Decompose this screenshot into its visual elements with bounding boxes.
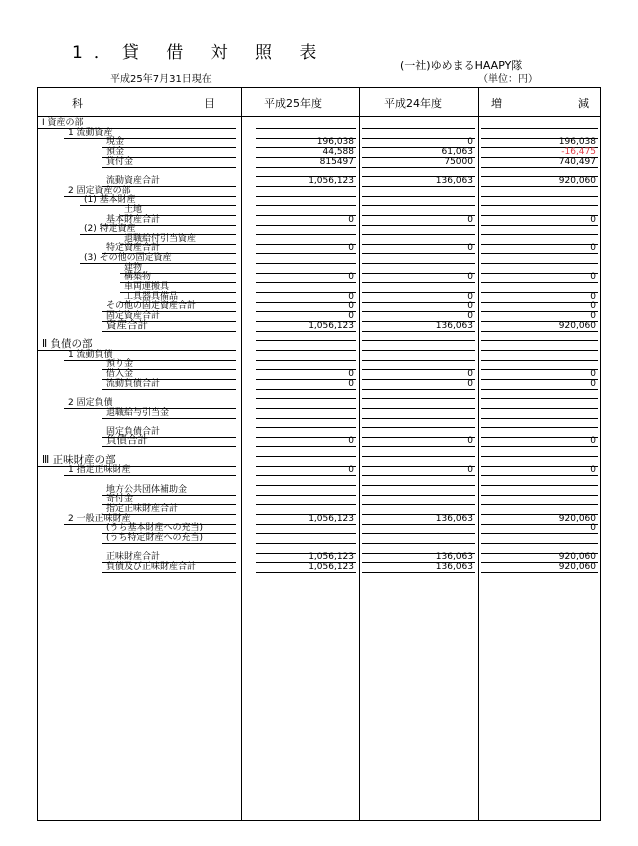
row-value-diff: 196,038 <box>558 137 596 148</box>
row-value-cur: 1,056,123 <box>308 513 354 524</box>
table-row <box>38 563 600 571</box>
row-label: 流動資産合計 <box>106 175 161 186</box>
row-label: (1) 基本財産 <box>84 195 136 206</box>
row-value-diff: 0 <box>590 272 596 283</box>
row-label: 預り金 <box>106 359 134 370</box>
row-value-diff: 0 <box>590 465 596 476</box>
table-row <box>38 505 600 513</box>
table-row <box>38 360 600 368</box>
row-label: 負債及び正味財産合計 <box>106 561 197 572</box>
row-value-diff: 920,060 <box>558 552 596 563</box>
table-row <box>38 216 600 224</box>
table-row <box>38 206 600 214</box>
row-value-prev: 0 <box>467 436 473 447</box>
row-value-cur: 0 <box>348 301 354 312</box>
table-row <box>38 187 600 195</box>
row-value-cur: 0 <box>348 436 354 447</box>
row-value-cur: 1,056,123 <box>308 320 354 331</box>
row-label: 固定負債合計 <box>106 426 161 437</box>
row-value-prev: 0 <box>467 301 473 312</box>
table-row <box>38 515 600 523</box>
row-label: 預金 <box>106 146 125 157</box>
row-value-cur: 1,056,123 <box>308 561 354 572</box>
row-label: Ⅰ 資産の部 <box>42 118 84 128</box>
table-row <box>38 119 600 127</box>
row-value-prev: 75000 <box>444 156 473 167</box>
row-label: 借入金 <box>106 368 134 379</box>
table-row <box>38 254 600 262</box>
row-label: (2) 特定資産 <box>84 224 136 235</box>
header-diff-a: 増 <box>491 97 502 110</box>
row-value-prev: 0 <box>467 214 473 225</box>
row-value-prev: 136,063 <box>435 561 473 572</box>
row-label: 1 流動資産 <box>68 127 113 138</box>
row-label: 退職給与引当金 <box>106 407 170 418</box>
table-row <box>38 225 600 233</box>
row-label: 資産合計 <box>106 318 148 331</box>
row-value-diff: 920,060 <box>558 561 596 572</box>
table-row <box>38 148 600 156</box>
table-row <box>38 283 600 291</box>
row-value-diff: 0 <box>590 436 596 447</box>
table-row <box>38 495 600 503</box>
table-row <box>38 273 600 281</box>
row-value-cur: 0 <box>348 272 354 283</box>
row-label: 固定資産合計 <box>106 311 161 321</box>
row-value-diff: 920,060 <box>558 175 596 186</box>
row-value-diff: -16,475 <box>561 146 596 157</box>
row-label: (うち基本財産への充当) <box>106 523 204 534</box>
table-row <box>38 351 600 359</box>
row-value-cur: 0 <box>348 243 354 254</box>
table-row <box>38 466 600 474</box>
row-value-diff: 0 <box>590 243 596 254</box>
row-label: 地方公共団体補助金 <box>106 484 188 495</box>
row-label: 土地 <box>124 204 143 215</box>
row-value-cur: 1,056,123 <box>308 552 354 563</box>
row-label: 2 一般正味財産 <box>68 513 131 524</box>
header-current-year: 平成25年度 <box>264 97 322 110</box>
table-row <box>38 158 600 166</box>
row-label: 寄付金 <box>106 494 134 505</box>
row-value-cur: 815497 <box>319 156 354 167</box>
row-label: 特定資産合計 <box>106 243 161 254</box>
row-value-prev: 0 <box>467 311 473 321</box>
table-row <box>38 553 600 561</box>
row-value-cur: 196,038 <box>316 137 354 148</box>
table-row <box>38 418 600 426</box>
row-label: Ⅱ 負債の部 <box>42 337 93 350</box>
row-value-cur: 44,588 <box>322 146 354 157</box>
row-label: 1 指定正味財産 <box>68 465 131 476</box>
row-label: 1 流動負債 <box>68 349 113 360</box>
table-row <box>38 177 600 185</box>
table-row <box>38 244 600 252</box>
row-value-diff: 0 <box>590 214 596 225</box>
row-value-prev: 61,063 <box>441 146 473 157</box>
ledger-rule <box>362 572 475 573</box>
row-value-diff: 920,060 <box>558 320 596 331</box>
table-row <box>38 453 600 466</box>
unit-note: （単位：円） <box>478 74 538 85</box>
table-row <box>38 235 600 243</box>
table-row <box>38 399 600 407</box>
row-value-cur: 0 <box>348 368 354 379</box>
row-value-diff: 740,497 <box>558 156 596 167</box>
row-value-prev: 0 <box>467 272 473 283</box>
table-row <box>38 196 600 204</box>
row-label: (うち特定財産への充当) <box>106 532 204 543</box>
row-value-diff: 0 <box>590 523 596 534</box>
row-value-cur: 0 <box>348 291 354 302</box>
row-label: 流動負債合計 <box>106 378 161 389</box>
row-value-diff: 0 <box>590 368 596 379</box>
row-value-cur: 0 <box>348 311 354 321</box>
row-value-cur: 0 <box>348 378 354 389</box>
row-value-prev: 0 <box>467 243 473 254</box>
table-row <box>38 389 600 397</box>
header-item-a: 科 <box>72 97 83 110</box>
row-value-diff: 0 <box>590 291 596 302</box>
ledger-rule <box>102 572 236 573</box>
document-title: 1．貸 借 対 照 表 <box>72 43 328 63</box>
row-label: (3) その他の固定資産 <box>84 253 172 264</box>
header-previous-year: 平成24年度 <box>384 97 442 110</box>
row-label: 2 固定資産の部 <box>68 185 131 196</box>
table-row <box>38 167 600 175</box>
header-diff-b: 減 <box>578 97 589 110</box>
table-row <box>38 476 600 484</box>
table-row <box>38 331 600 339</box>
row-label: 現金 <box>106 137 125 148</box>
table-row <box>38 138 600 146</box>
table-header <box>38 88 600 117</box>
row-label: その他の固定資産合計 <box>106 301 197 312</box>
ledger-rule <box>481 572 598 573</box>
row-label: 退職給付引当資産 <box>124 233 197 244</box>
row-value-prev: 0 <box>467 291 473 302</box>
row-value-diff: 0 <box>590 311 596 321</box>
row-label: 基本財産合計 <box>106 214 161 225</box>
row-value-prev: 0 <box>467 137 473 148</box>
table-row <box>38 302 600 310</box>
row-label: 車両運搬具 <box>124 282 170 293</box>
table-row <box>38 337 600 350</box>
table-row <box>38 318 600 331</box>
row-value-diff: 0 <box>590 378 596 389</box>
row-label: 工具器具備品 <box>124 291 179 302</box>
row-value-diff: 920,060 <box>558 513 596 524</box>
row-value-prev: 136,063 <box>435 320 473 331</box>
table-row <box>38 534 600 542</box>
table-row <box>38 544 600 552</box>
row-value-cur: 0 <box>348 214 354 225</box>
row-label: Ⅲ 正味財産の部 <box>42 453 116 466</box>
organization-name: (一社)ゆめまるHAAPY隊 <box>400 59 523 72</box>
row-label: 負債合計 <box>106 434 148 447</box>
row-label: 構築物 <box>124 272 152 283</box>
table-row <box>38 380 600 388</box>
row-label: 2 固定負債 <box>68 397 113 408</box>
row-value-prev: 0 <box>467 378 473 389</box>
row-value-diff: 0 <box>590 301 596 312</box>
table-row <box>38 264 600 272</box>
row-label: 建物 <box>124 262 143 273</box>
as-of-date: 平成25年7月31日現在 <box>110 74 212 85</box>
row-value-prev: 136,063 <box>435 513 473 524</box>
row-label: 正味財産合計 <box>106 552 161 563</box>
row-label: 指定正味財産合計 <box>106 504 179 514</box>
table-row <box>38 434 600 447</box>
table-row <box>38 409 600 417</box>
row-value-prev: 0 <box>467 368 473 379</box>
ledger-rule <box>256 572 356 573</box>
table-row <box>38 524 600 532</box>
table-row <box>38 129 600 137</box>
table-row <box>38 447 600 455</box>
row-value-prev: 0 <box>467 465 473 476</box>
table-row <box>38 370 600 378</box>
table-row <box>38 486 600 494</box>
row-label: 貸付金 <box>106 156 134 167</box>
row-value-prev: 136,063 <box>435 552 473 563</box>
header-item-b: 目 <box>204 97 215 110</box>
balance-sheet-table <box>37 87 601 821</box>
table-row <box>38 293 600 301</box>
row-value-cur: 0 <box>348 465 354 476</box>
row-value-prev: 136,063 <box>435 175 473 186</box>
row-value-cur: 1,056,123 <box>308 175 354 186</box>
